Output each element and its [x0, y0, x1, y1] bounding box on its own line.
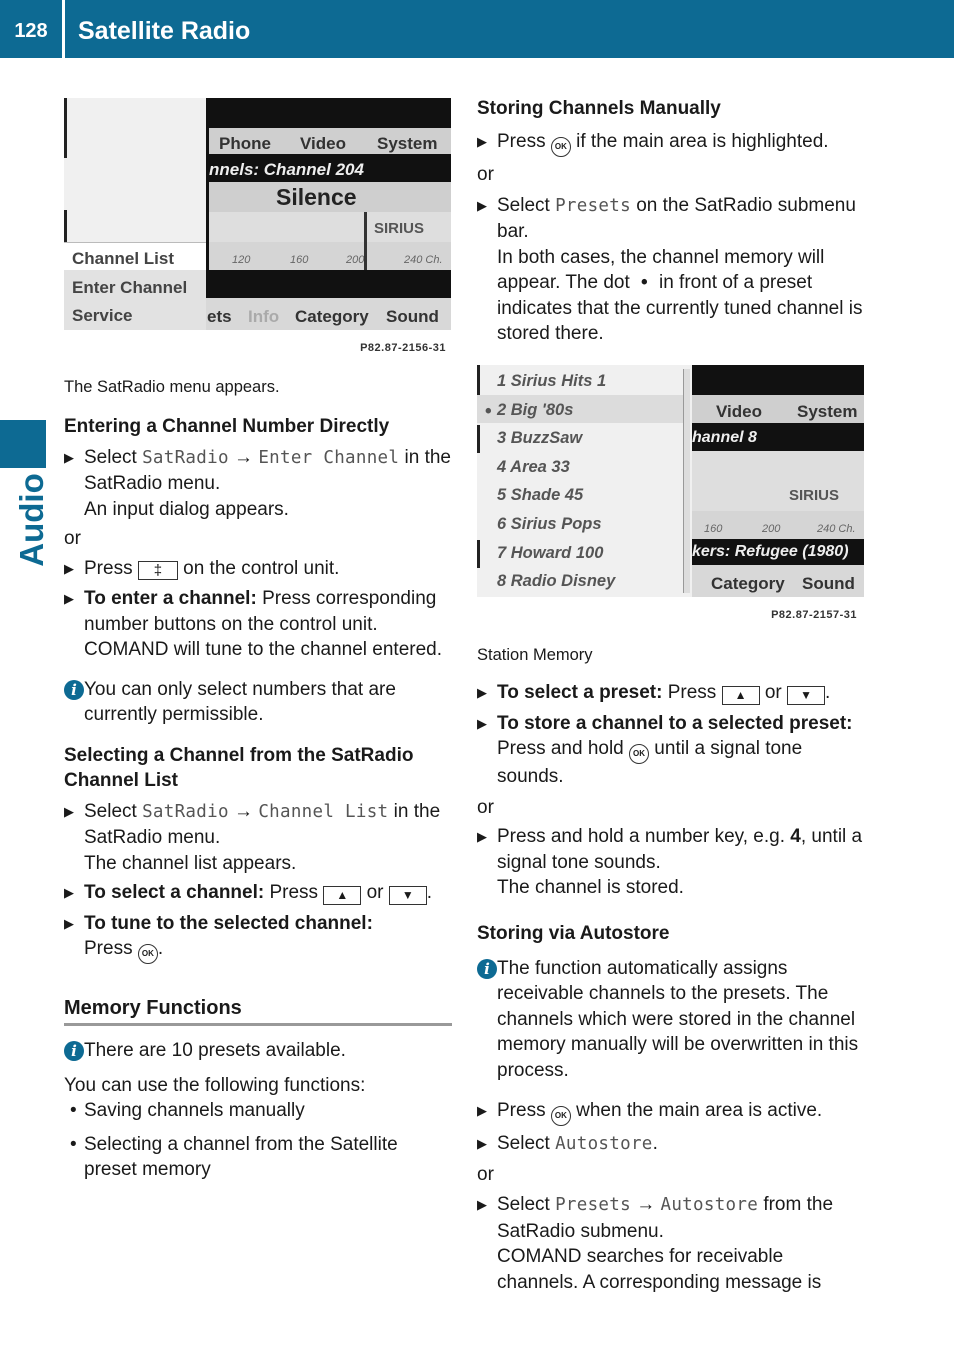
screen-bottom-category: Category — [711, 573, 785, 593]
heading-memory-functions: Memory Functions — [64, 995, 452, 1026]
step-select-enter-channel: ▶ Select SatRadio → Enter Channel in the SatRadio menu. An input dialog appears. — [64, 446, 451, 520]
screen-channel-line: nnels: Channel 204 — [209, 158, 451, 182]
preset-item: 6 Sirius Pops — [497, 514, 602, 533]
station-memory-screenshot: 1 Sirius Hits 1 • 2 Big '80s 3 BuzzSaw 4 Area 33 5 Shade 45 6 Sirius Pops 7 Howard 100 8 Radio Disney Video System hannel 8 SIRIUS 160 200 240 Ch. kers: Refugee (1980) Category Sound — [477, 365, 864, 597]
arrow-right-icon: ▶ — [477, 715, 487, 731]
info-icon: i — [477, 959, 497, 979]
scale-tick: 200 — [346, 254, 365, 266]
preset-item: 3 BuzzSaw — [497, 428, 583, 447]
heading-channel-list: Selecting a Channel from the SatRadio Channel List — [64, 744, 414, 791]
arrow-right-icon: ▶ — [64, 803, 74, 819]
preset-item: 8 Radio Disney — [497, 571, 616, 590]
page-number: 128 — [14, 20, 48, 43]
bullet-item: • Saving channels manually — [70, 1100, 305, 1121]
or-text: or — [64, 528, 81, 549]
arrow-right-icon: ▶ — [64, 449, 74, 465]
sirius-logo: SIRIUS — [374, 220, 425, 237]
arrow-right-icon: ▶ — [477, 197, 487, 213]
arrow-right-icon: ▶ — [477, 134, 487, 149]
step-select-preset: ▶ To select a preset: Press ▲ or ▼ . — [477, 682, 831, 703]
screen-bottom-presets: ets — [207, 307, 232, 326]
scale-tick: 200 — [762, 522, 781, 535]
up-key-icon: ▲ — [323, 886, 361, 905]
arrow-right-icon: ▶ — [477, 1136, 487, 1151]
step-press-ok-main: ▶ Press OK when the main area is active. — [477, 1098, 865, 1126]
step-press-ok: ▶ Press OK if the main area is highlighted. — [477, 129, 865, 157]
caption-satradio-menu: The SatRadio menu appears. — [64, 377, 280, 396]
header-divider — [62, 0, 65, 58]
step-hold-number-key: ▶ Press and hold a number key, e.g. 4, until a signal tone sounds. The channel is stored. — [477, 826, 863, 898]
arrow-right-icon: ▶ — [64, 885, 74, 900]
info-note-permissible: i You can only select numbers that are currently permissible. — [64, 677, 452, 728]
arrow-right-icon: ▶ — [477, 1103, 487, 1118]
step-press-key: ▶ Press ‡ on the control unit. — [64, 557, 340, 579]
heading-storing-manually: Storing Channels Manually — [477, 98, 721, 119]
menu-item-channel-list: Channel List — [72, 249, 175, 268]
down-key-icon: ▼ — [389, 886, 427, 905]
up-key-icon: ▲ — [722, 686, 760, 705]
scale-tick: 240 Ch. — [817, 522, 856, 535]
screen-bottom-info: Info — [248, 307, 280, 326]
screenshot-ref: P82.87-2157-31 — [771, 608, 857, 621]
info-icon: i — [64, 1041, 84, 1061]
ok-button-icon: OK — [629, 744, 649, 764]
scale-tick: 160 — [704, 522, 723, 535]
frequency-key-icon: ‡ — [138, 561, 178, 580]
preset-item: 7 Howard 100 — [497, 543, 604, 562]
or-text: or — [477, 1163, 494, 1185]
preset-item-selected: 2 Big '80s — [497, 400, 574, 419]
preset-item: 1 Sirius Hits 1 — [497, 371, 607, 390]
step-select-autostore: ▶ Select Autostore. — [477, 1133, 658, 1154]
menu-item-service: Service — [72, 306, 133, 325]
screen-channel-line: hannel 8 — [692, 428, 757, 446]
step-select-channel: ▶ To select a channel: Press ▲ or ▼ . — [64, 882, 433, 903]
info-note-presets: i There are 10 presets available. — [64, 1038, 452, 1064]
satradio-menu-screenshot — [64, 98, 451, 330]
arrow-right-icon: ▶ — [477, 1197, 487, 1212]
screen-bottom-sound: Sound — [386, 307, 439, 326]
screen-tab-system: System — [797, 401, 858, 421]
functions-intro: You can use the following functions: — [64, 1074, 366, 1096]
ok-button-icon: OK — [551, 1106, 571, 1126]
screen-tab-video: Video — [300, 134, 346, 153]
step-store-preset: ▶ To store a channel to a selected preset: Press and hold OK until a signal tone sounds. — [477, 712, 853, 787]
or-text: or — [477, 164, 494, 185]
ok-button-icon: OK — [138, 944, 158, 964]
scale-tick: 120 — [232, 254, 251, 266]
bullet-item: • Selecting a channel from the Satellite preset memory — [70, 1133, 398, 1180]
right-column — [477, 96, 865, 1295]
arrow-right-icon: ▶ — [477, 685, 487, 700]
preset-item: 5 Shade 45 — [497, 485, 584, 504]
screen-tab-phone: Phone — [219, 134, 271, 153]
scale-tick: 240 Ch. — [404, 254, 443, 266]
arrow-right-icon: ▶ — [64, 591, 74, 606]
heading-enter-channel: Entering a Channel Number Directly — [64, 415, 390, 437]
screen-song-title: Silence — [276, 184, 357, 210]
step-select-presets: ▶ Select Presets on the SatRadio submenu bar. In both cases, the channel memory will appear. The dot • in front of a preset indicates that the currently tuned channel is stored there. — [477, 194, 863, 344]
sirius-logo: SIRIUS — [789, 486, 840, 504]
menu-item-enter-channel: Enter Channel — [72, 278, 188, 297]
screenshot-ref: P82.87-2156-31 — [360, 342, 446, 354]
preset-item: 4 Area 33 — [497, 457, 570, 476]
step-enter-channel: ▶ To enter a channel: Press corresponding number buttons on the control unit. COMAND will tune to the channel entered. — [64, 588, 443, 660]
screen-bottom-sound: Sound — [802, 573, 855, 593]
screen-tab-system: System — [377, 134, 438, 153]
left-column — [64, 98, 452, 1183]
scale-tick: 160 — [290, 254, 309, 266]
side-tab-label: Audio — [13, 473, 50, 567]
screen-bottom-category: Category — [295, 307, 369, 326]
step-select-channel-list: ▶ Select SatRadio → Channel List in the SatRadio menu. The channel list appears. — [64, 800, 441, 874]
info-note-autostore: i The function automatically assigns receivable channels to the presets. The channels which were stored in the channel memory manually will be overwritten in this process. — [477, 956, 865, 1084]
arrow-right-icon: ▶ — [64, 915, 74, 931]
arrow-right-icon: ▶ — [477, 829, 487, 844]
caption-station-memory: Station Memory — [477, 646, 593, 664]
heading-autostore: Storing via Autostore — [477, 922, 670, 944]
screen-song-line: kers: Refugee (1980) — [692, 542, 849, 560]
step-tune-channel: ▶ To tune to the selected channel: Press OK . — [64, 911, 452, 965]
ok-button-icon: OK — [551, 137, 571, 157]
down-key-icon: ▼ — [787, 686, 825, 705]
info-icon: i — [64, 680, 84, 700]
step-presets-autostore: ▶ Select Presets → Autostore from the SatRadio submenu. COMAND searches for receivable channels. A corresponding message is — [477, 1194, 834, 1293]
screen-tab-video: Video — [716, 401, 762, 421]
page-title: Satellite Radio — [78, 17, 251, 45]
arrow-right-icon: ▶ — [64, 560, 74, 576]
or-text: or — [477, 796, 494, 818]
